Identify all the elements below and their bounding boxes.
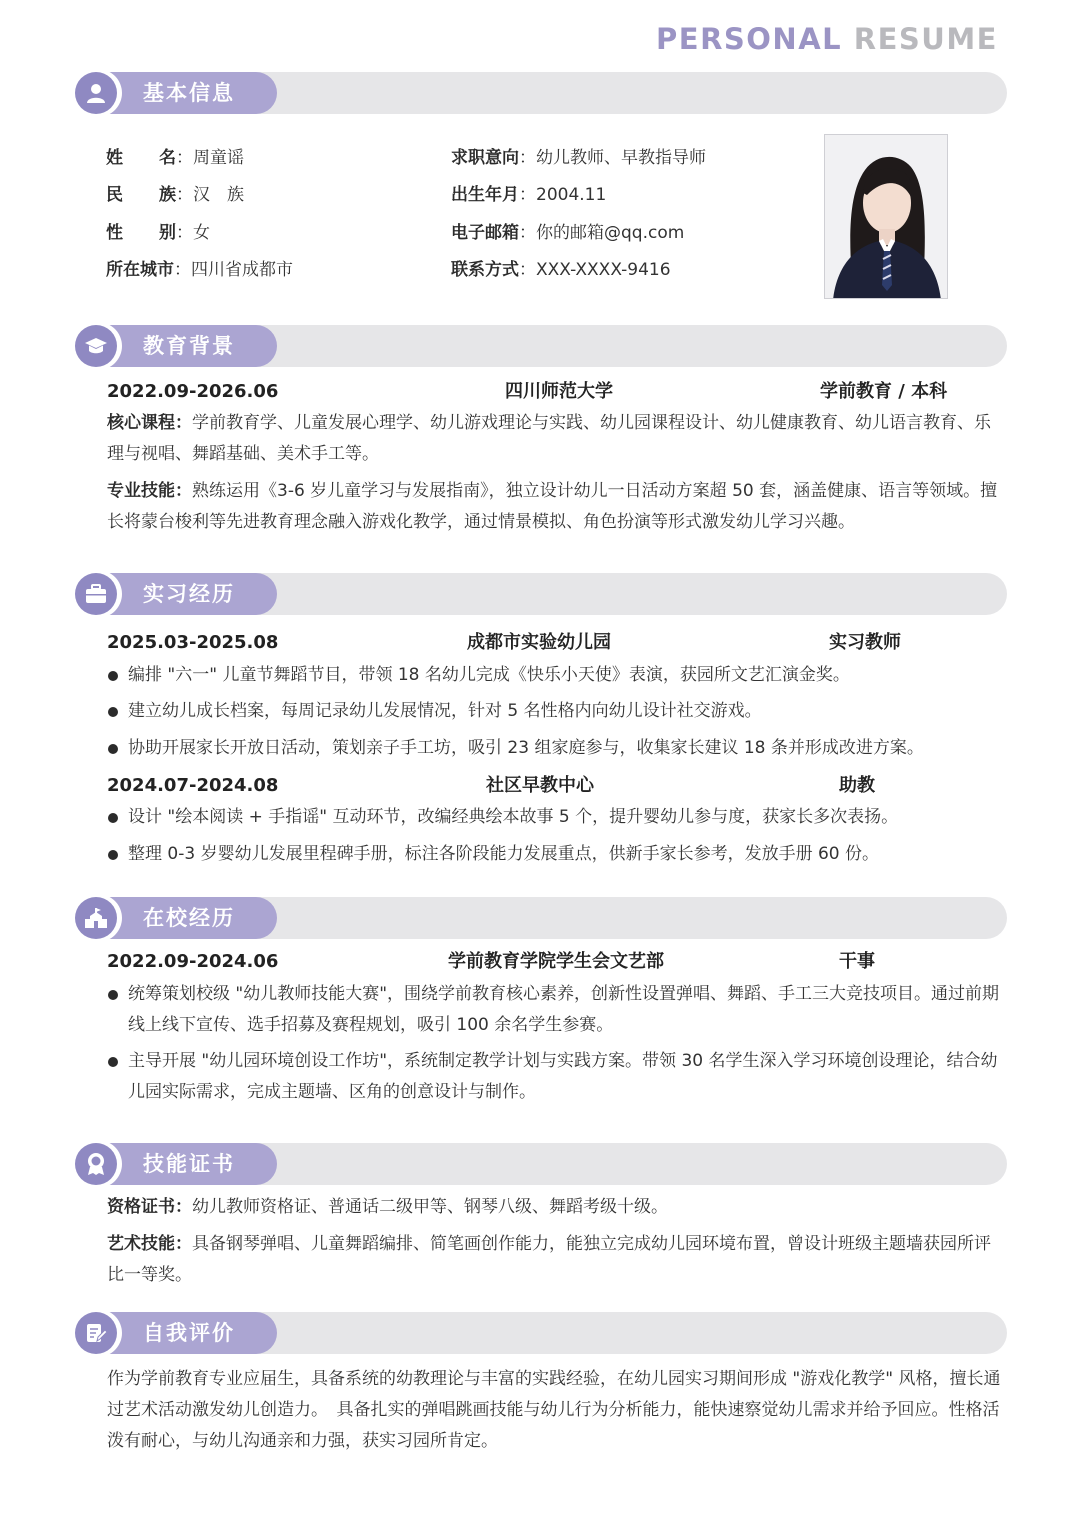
info-phone: 联系方式：XXX-XXXX-9416 xyxy=(451,260,671,280)
section-title-basic: 基本信息 xyxy=(143,81,235,105)
list-item: 主导开展 "幼儿园环境创设工作坊"，系统制定教学计划与实践方案。带领 30 名学生深入学习环境创设理论，结合幼儿园实际需求，完成主题墙、区角的创意设计与制作。 xyxy=(107,1046,1002,1108)
edu-period: 2022.09-2026.06 xyxy=(107,381,279,402)
gender-value: 女 xyxy=(193,223,210,243)
list-item: 设计 "绘本阅读 + 手指谣" 互动环节，改编经典绘本故事 5 个，提升婴幼儿参与度，获家长多次表扬。 xyxy=(107,802,1002,833)
campus-period: 2022.09-2024.06 xyxy=(107,951,279,972)
briefcase-icon xyxy=(75,573,117,615)
list-item: 编排 "六一" 儿童节舞蹈节目，带领 18 名幼儿完成《快乐小天使》表演，获园所文艺汇演金奖。 xyxy=(107,660,1002,691)
profile-photo xyxy=(824,134,948,299)
section-header-internship xyxy=(75,573,1007,615)
job1-org: 成都市实验幼儿园 xyxy=(467,632,611,653)
resume-title-part2: RESUME xyxy=(853,22,998,56)
ethnic-value: 汉 族 xyxy=(193,185,244,205)
info-ethnic: 民 族：汉 族 xyxy=(106,185,244,205)
skills-art: 艺术技能：具备钢琴弹唱、儿童舞蹈编排、简笔画创作能力，能独立完成幼儿园环境布置，曾设计班级主题墙获园所评比一等奖。 xyxy=(107,1234,991,1285)
campus-org: 学前教育学院学生会文艺部 xyxy=(448,951,664,972)
user-icon xyxy=(75,72,117,114)
edit-note-icon xyxy=(75,1312,117,1354)
section-header-basic xyxy=(75,72,1007,114)
section-title-internship: 实习经历 xyxy=(143,582,235,606)
list-item: 协助开展家长开放日活动，策划亲子手工坊，吸引 23 组家庭参与，收集家长建议 18 条并形成改进方案。 xyxy=(107,733,1002,764)
resume-title-part1: PERSONAL xyxy=(656,22,843,56)
name-value: 周童谣 xyxy=(193,148,244,168)
skills-cert: 资格证书：幼儿教师资格证、普通话二级甲等、钢琴八级、舞蹈考级十级。 xyxy=(107,1197,668,1217)
resume-title xyxy=(656,22,998,56)
list-item: 整理 0-3 岁婴幼儿发展里程碑手册，标注各阶段能力发展重点，供新手家长参考，发放手册 60 份。 xyxy=(107,839,1002,870)
edu-skills: 专业技能：熟练运用《3-6 岁儿童学习与发展指南》，独立设计幼儿一日活动方案超 50 套，涵盖健康、语言等领域。擅长将蒙台梭利等先进教育理念融入游戏化教学，通过情景模拟、角色扮演等形式激发幼儿学习兴趣。 xyxy=(107,481,998,532)
section-title-self-eval: 自我评价 xyxy=(143,1321,235,1345)
info-name: 姓 名：周童谣 xyxy=(106,148,244,168)
list-item: 建立幼儿成长档案，每周记录幼儿发展情况，针对 5 名性格内向幼儿设计社交游戏。 xyxy=(107,696,1002,727)
section-header-self-eval xyxy=(75,1312,1007,1354)
award-icon xyxy=(75,1143,117,1185)
job2-org: 社区早教中心 xyxy=(486,775,594,796)
section-header-education xyxy=(75,325,1007,367)
info-job: 求职意向：幼儿教师、早教指导师 xyxy=(451,148,706,168)
self-eval-text: 作为学前教育专业应届生，具备系统的幼教理论与丰富的实践经验，在幼儿园实习期间形成 "游戏化教学" 风格，擅长通过艺术活动激发幼儿创造力。 具备扎实的弹唱跳画技能与幼儿行为分析能力，能快速察觉幼儿需求并给予回应。性格活泼有耐心，与幼儿沟通亲和力强，获实习园所肯定。 xyxy=(107,1369,1001,1451)
section-header-campus xyxy=(75,897,1007,939)
graduation-cap-icon xyxy=(75,325,117,367)
phone-value: XXX-XXXX-9416 xyxy=(536,260,671,280)
edu-courses: 核心课程：学前教育学、儿童发展心理学、幼儿游戏理论与实践、幼儿园课程设计、幼儿健康教育、幼儿语言教育、乐理与视唱、舞蹈基础、美术手工等。 xyxy=(107,413,991,464)
section-title-skills: 技能证书 xyxy=(143,1152,235,1176)
job2-role: 助教 xyxy=(839,775,875,796)
job2-period: 2024.07-2024.08 xyxy=(107,775,279,796)
info-city: 所在城市：四川省成都市 xyxy=(106,260,293,280)
info-email: 电子邮箱：你的邮箱@qq.com xyxy=(451,223,685,243)
campus-role: 干事 xyxy=(839,951,875,972)
section-header-skills xyxy=(75,1143,1007,1185)
info-birth: 出生年月：2004.11 xyxy=(451,185,607,205)
email-value: 你的邮箱@qq.com xyxy=(536,223,685,243)
birth-value: 2004.11 xyxy=(536,185,607,205)
job-value: 幼儿教师、早教指导师 xyxy=(536,148,706,168)
info-gender: 性 别：女 xyxy=(106,223,210,243)
job1-period: 2025.03-2025.08 xyxy=(107,632,279,653)
list-item: 统筹策划校级 "幼儿教师技能大赛"，围绕学前教育核心素养，创新性设置弹唱、舞蹈、手工三大竞技项目。通过前期线上线下宣传、选手招募及赛程规划，吸引 100 余名学生参赛。 xyxy=(107,979,1002,1041)
school-building-icon xyxy=(75,897,117,939)
edu-major: 学前教育 / 本科 xyxy=(820,381,948,402)
section-title-campus: 在校经历 xyxy=(143,906,235,930)
section-title-education: 教育背景 xyxy=(143,334,235,358)
edu-school: 四川师范大学 xyxy=(505,381,613,402)
city-value: 四川省成都市 xyxy=(191,260,293,280)
job1-role: 实习教师 xyxy=(829,632,901,653)
